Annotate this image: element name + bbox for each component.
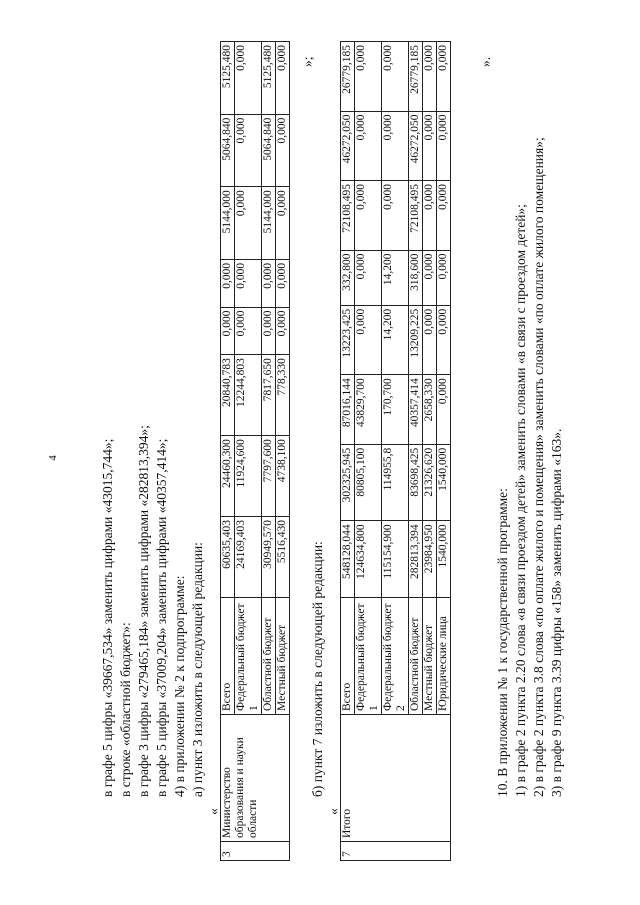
amount-cell: 0,000 bbox=[423, 42, 437, 112]
amount-cell: 0,000 bbox=[423, 181, 437, 251]
amount-cell: 0,000 bbox=[276, 307, 290, 355]
amount-cell: 80805,100 bbox=[355, 444, 382, 521]
amount-cell: 0,000 bbox=[221, 259, 235, 307]
budget-source-cell: Юридические лица bbox=[437, 598, 451, 715]
budget-source-cell: Всего bbox=[221, 598, 235, 715]
amount-cell: 0,000 bbox=[276, 114, 290, 187]
quote-close: »; bbox=[300, 56, 315, 67]
amount-cell: 124634,800 bbox=[355, 521, 382, 598]
amount-cell: 0,000 bbox=[423, 305, 437, 375]
amount-cell: 0,000 bbox=[276, 187, 290, 260]
row-index-cell: 7 bbox=[341, 842, 451, 861]
text-line: а) пункт 3 изложить в следующей редакции: bbox=[190, 542, 205, 797]
text-line: 1) в графе 2 пункта 2.20 слова «в связи проездом детей» заменить словами «в связи с проездом детей»; bbox=[513, 204, 528, 797]
amount-cell: 0,000 bbox=[437, 111, 451, 181]
table-row bbox=[341, 42, 355, 861]
amount-cell: 43829,700 bbox=[355, 375, 382, 445]
amount-cell: 7797,600 bbox=[262, 436, 276, 517]
amount-cell: 302325,945 bbox=[341, 444, 355, 521]
budget-source-cell: Всего bbox=[341, 598, 355, 715]
amount-cell: 0,000 bbox=[355, 250, 382, 305]
amount-cell: 0,000 bbox=[437, 375, 451, 445]
text-line: 4) в приложении № 2 к подпрограмме: bbox=[172, 575, 187, 797]
amount-cell: 0,000 bbox=[382, 181, 409, 251]
amount-cell: 332,800 bbox=[341, 250, 355, 305]
quote-close: ». bbox=[478, 56, 493, 67]
amount-cell: 282813,394 bbox=[409, 521, 423, 598]
quote-open: « bbox=[206, 808, 221, 815]
row-index-cell: 3 bbox=[221, 842, 290, 861]
amount-cell: 24169,403 bbox=[235, 517, 262, 598]
amount-cell: 0,000 bbox=[437, 305, 451, 375]
amount-cell: 60635,403 bbox=[221, 517, 235, 598]
amount-cell: 87016,144 bbox=[341, 375, 355, 445]
amount-cell: 1540,000 bbox=[437, 521, 451, 598]
amount-cell: 72108,495 bbox=[341, 181, 355, 251]
amount-cell: 26779,185 bbox=[341, 42, 355, 112]
amount-cell: 46272,050 bbox=[341, 111, 355, 181]
amount-cell: 5125,480 bbox=[221, 42, 235, 115]
budget-source-cell: Областной бюджет bbox=[409, 598, 423, 715]
amount-cell: 0,000 bbox=[423, 111, 437, 181]
amount-cell: 114955,8 bbox=[382, 444, 409, 521]
amount-cell: 72108,495 bbox=[409, 181, 423, 251]
amount-cell: 0,000 bbox=[262, 307, 276, 355]
quote-open: « bbox=[326, 808, 341, 815]
amount-cell: 0,000 bbox=[382, 42, 409, 112]
amount-cell: 5144,000 bbox=[262, 187, 276, 260]
amount-cell: 40357,414 bbox=[409, 375, 423, 445]
amount-cell: 14,200 bbox=[382, 250, 409, 305]
amount-cell: 0,000 bbox=[423, 250, 437, 305]
amount-cell: 24460,300 bbox=[221, 436, 235, 517]
amount-cell: 5064,840 bbox=[262, 114, 276, 187]
budget-source-cell: Местный бюджет bbox=[276, 598, 290, 715]
text-line: 10. В приложении № 1 к государственной программе: bbox=[495, 488, 510, 797]
amount-cell: 26779,185 bbox=[409, 42, 423, 112]
amount-cell: 0,000 bbox=[221, 307, 235, 355]
amount-cell: 12244,803 bbox=[235, 355, 262, 436]
text-line: 3) в графе 9 пункта 3.39 цифры «158» заменить цифрами «163». bbox=[549, 428, 564, 797]
amount-cell: 318,600 bbox=[409, 250, 423, 305]
amount-cell: 1540,000 bbox=[437, 444, 451, 521]
text-line: в графе 3 цифры «279465,184» заменить цифрами «282813,394»; bbox=[136, 425, 151, 797]
amount-cell: 5125,480 bbox=[262, 42, 276, 115]
budget-table-1 bbox=[220, 41, 290, 861]
organization-cell: Итого bbox=[341, 715, 451, 842]
text-line: в графе 5 цифры «37009,204» заменить цифрами «40357,414»; bbox=[154, 438, 169, 797]
amount-cell: 0,000 bbox=[276, 42, 290, 115]
table-row bbox=[221, 42, 235, 861]
amount-cell: 0,000 bbox=[235, 259, 262, 307]
amount-cell: 0,000 bbox=[437, 42, 451, 112]
amount-cell: 170,700 bbox=[382, 375, 409, 445]
amount-cell: 4738,100 bbox=[276, 436, 290, 517]
budget-source-cell: Федеральный бюджет 1 bbox=[235, 598, 262, 715]
amount-cell: 11924,600 bbox=[235, 436, 262, 517]
amount-cell: 0,000 bbox=[437, 181, 451, 251]
page-number: 4 bbox=[46, 455, 59, 461]
amount-cell: 0,000 bbox=[355, 305, 382, 375]
amount-cell: 30949,570 bbox=[262, 517, 276, 598]
amount-cell: 13209,225 bbox=[409, 305, 423, 375]
amount-cell: 20840,783 bbox=[221, 355, 235, 436]
budget-source-cell: Местный бюджет bbox=[423, 598, 437, 715]
amount-cell: 13223,425 bbox=[341, 305, 355, 375]
amount-cell: 0,000 bbox=[276, 259, 290, 307]
amount-cell: 21326,620 bbox=[423, 444, 437, 521]
amount-cell: 7817,650 bbox=[262, 355, 276, 436]
amount-cell: 0,000 bbox=[437, 250, 451, 305]
amount-cell: 0,000 bbox=[355, 42, 382, 112]
amount-cell: 14,200 bbox=[382, 305, 409, 375]
text-line: в графе 5 цифры «39667,534» заменить цифрами «43015,744»; bbox=[100, 438, 115, 797]
budget-source-cell: Федеральный бюджет 2 bbox=[382, 598, 409, 715]
amount-cell: 0,000 bbox=[382, 111, 409, 181]
amount-cell: 46272,050 bbox=[409, 111, 423, 181]
amount-cell: 83698,425 bbox=[409, 444, 423, 521]
amount-cell: 0,000 bbox=[235, 42, 262, 115]
amount-cell: 0,000 bbox=[235, 187, 262, 260]
budget-source-cell: Областной бюджет bbox=[262, 598, 276, 715]
amount-cell: 0,000 bbox=[235, 114, 262, 187]
amount-cell: 548128,044 bbox=[341, 521, 355, 598]
budget-table-2 bbox=[340, 41, 451, 861]
amount-cell: 5144,000 bbox=[221, 187, 235, 260]
text-line: б) пункт 7 изложить в следующей редакции: bbox=[310, 541, 325, 797]
amount-cell: 5064,840 bbox=[221, 114, 235, 187]
amount-cell: 0,000 bbox=[235, 307, 262, 355]
amount-cell: 0,000 bbox=[262, 259, 276, 307]
text-line: 2) в графе 2 пункта 3.8 слова «по оплате жилого и помещения» заменить словами «по оплате жилого помещения»; bbox=[531, 137, 546, 797]
amount-cell: 0,000 bbox=[355, 111, 382, 181]
amount-cell: 778,330 bbox=[276, 355, 290, 436]
organization-cell: Министерство образования и науки области bbox=[221, 715, 290, 842]
budget-source-cell: Федеральный бюджет 1 bbox=[355, 598, 382, 715]
amount-cell: 2658,330 bbox=[423, 375, 437, 445]
amount-cell: 0,000 bbox=[355, 181, 382, 251]
amount-cell: 115154,900 bbox=[382, 521, 409, 598]
amount-cell: 5516,430 bbox=[276, 517, 290, 598]
text-line: в строке «областной бюджет»: bbox=[118, 622, 133, 797]
amount-cell: 23984,950 bbox=[423, 521, 437, 598]
